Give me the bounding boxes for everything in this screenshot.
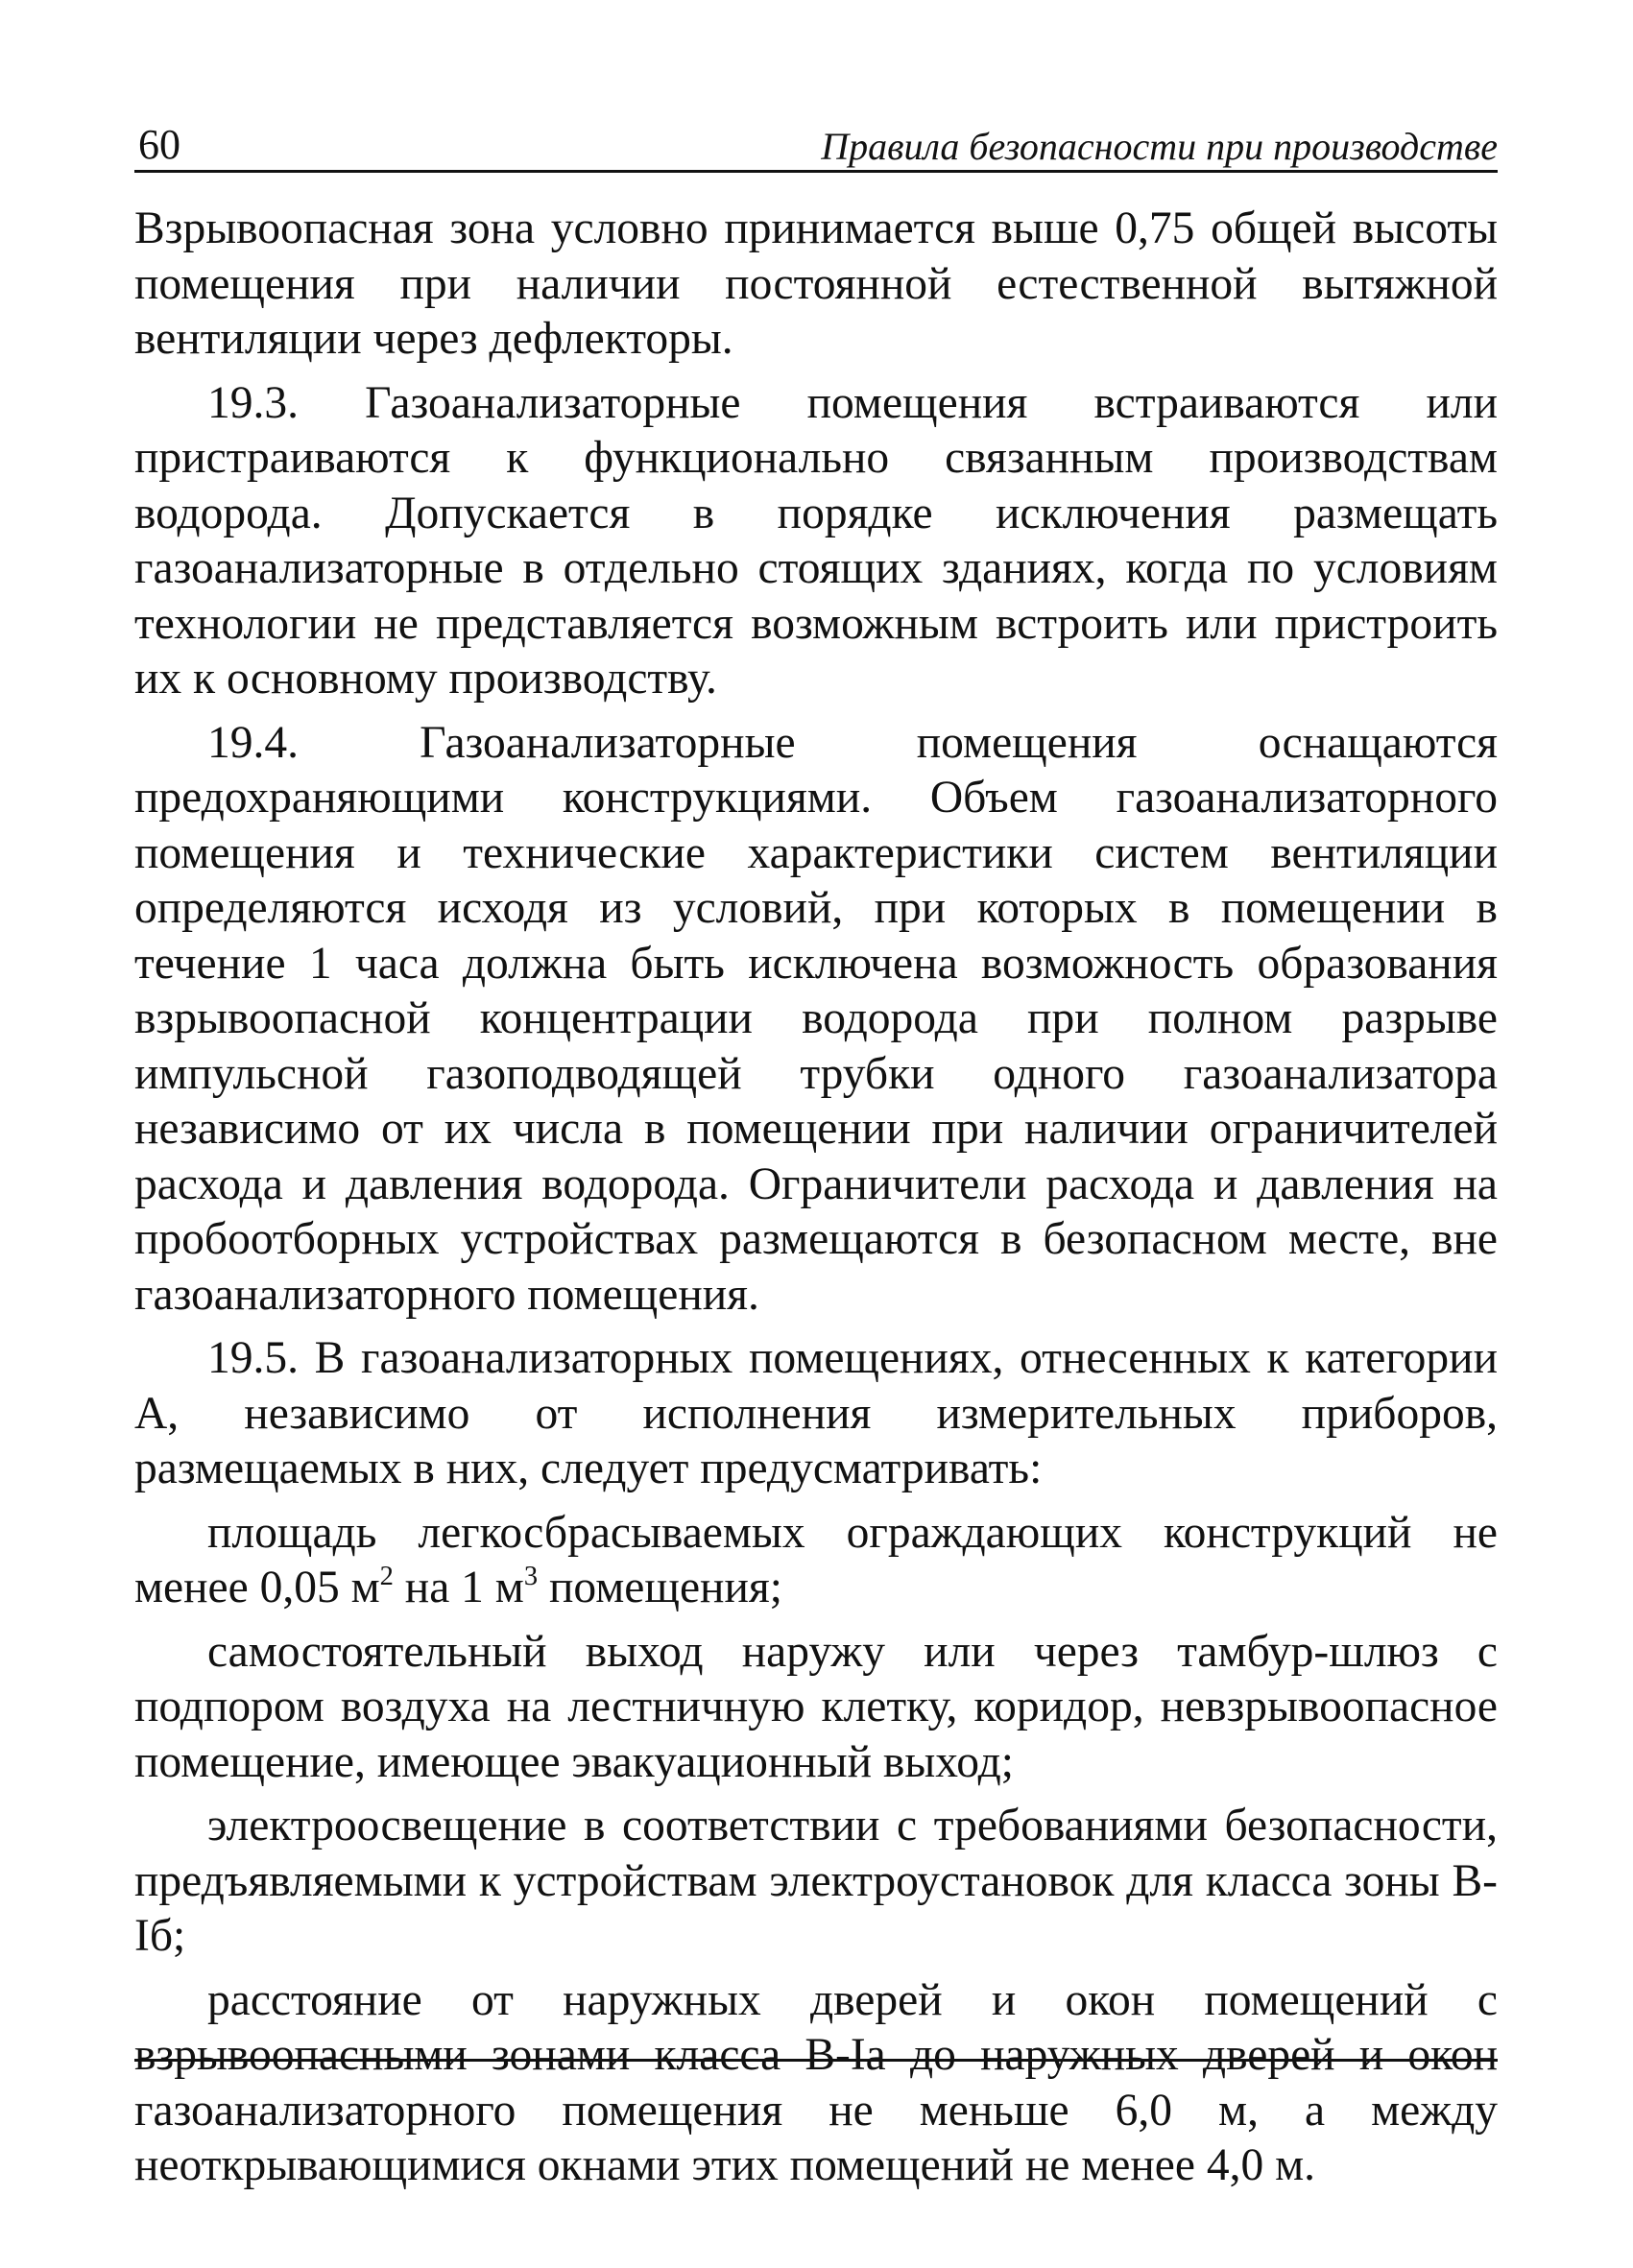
paragraph-continuation: Взрывоопасная зона условно принимается выше 0,75 общей высоты помещения при наличии постоянной естественной вытяжной вентиляции через дефлекторы. (134, 203, 1498, 364)
list-item-area-text-c: помещения; (538, 1563, 782, 1612)
body-text (134, 202, 1498, 2194)
paragraph-19-4: 19.4. Газоанализаторные помещения оснащаются предохраняющими конструкциями. Объем газоанализаторного помещения и технические характеристики систем вентиляции определяются исходя из условий, при которых в помещении в течение 1 часа должна быть исключена возможность образования взрывоопасной концентрации водорода при полном разрыве импульсной газоподводящей трубки одного газоанализатора независимо от их числа в помещении при наличии ограничителей расхода и давления водорода. Ограничители расхода и давления на пробоотборных устройствах размещаются в безопасном месте, вне газоанализаторного помещения. (134, 717, 1498, 1320)
list-item-lighting: электроосвещение в соответствии с требованиями безопасности, предъявляемыми к устройствам электроустановок для класса зоны В-Iб; (134, 1801, 1498, 1961)
list-item-exit: самостоятельный выход наружу или через тамбур-шлюз с подпором воздуха на лестничную клетку, коридор, невзрывоопасное помещение, имеющее эвакуационный выход; (134, 1626, 1498, 1787)
list-item-distance: расстояние от наружных дверей и окон помещений с взрывоопасными зонами класса В-Iа до наружных дверей и окон газоанализаторного помещения не меньше 6,0 м, а между неоткрывающимися окнами этих помещений не менее 4,0 м. (134, 1974, 1498, 2190)
document-page (134, 110, 1498, 2190)
page-number: 60 (138, 121, 180, 168)
superscript-cube: 3 (523, 1561, 539, 1591)
running-title: Правила безопасности при производстве (821, 125, 1498, 168)
page-header (134, 110, 1498, 173)
paragraph-19-3: 19.3. Газоанализаторные помещения встраиваются или пристраиваются к функционально связанным производствам водорода. Допускается в порядке исключения размещать газоанализаторные в отдельно стоящих зданиях, когда по условиям технологии не представляется возможным встроить или пристроить их к основному производству. (134, 377, 1498, 704)
list-item-area (134, 1506, 1498, 1616)
superscript-square: 2 (379, 1561, 394, 1591)
paragraph-19-5: 19.5. В газоанализаторных помещениях, отнесенных к категории А, независимо от исполнения измерительных приборов, размещаемых в них, следует предусматривать: (134, 1333, 1498, 1493)
list-item-area-text-a: площадь легкосбрасываемых ограждающих конструкций не менее 0,05 м (134, 1507, 1498, 1612)
list-item-area-text-b: на 1 м (393, 1563, 524, 1612)
bottom-rule (134, 2059, 1498, 2062)
